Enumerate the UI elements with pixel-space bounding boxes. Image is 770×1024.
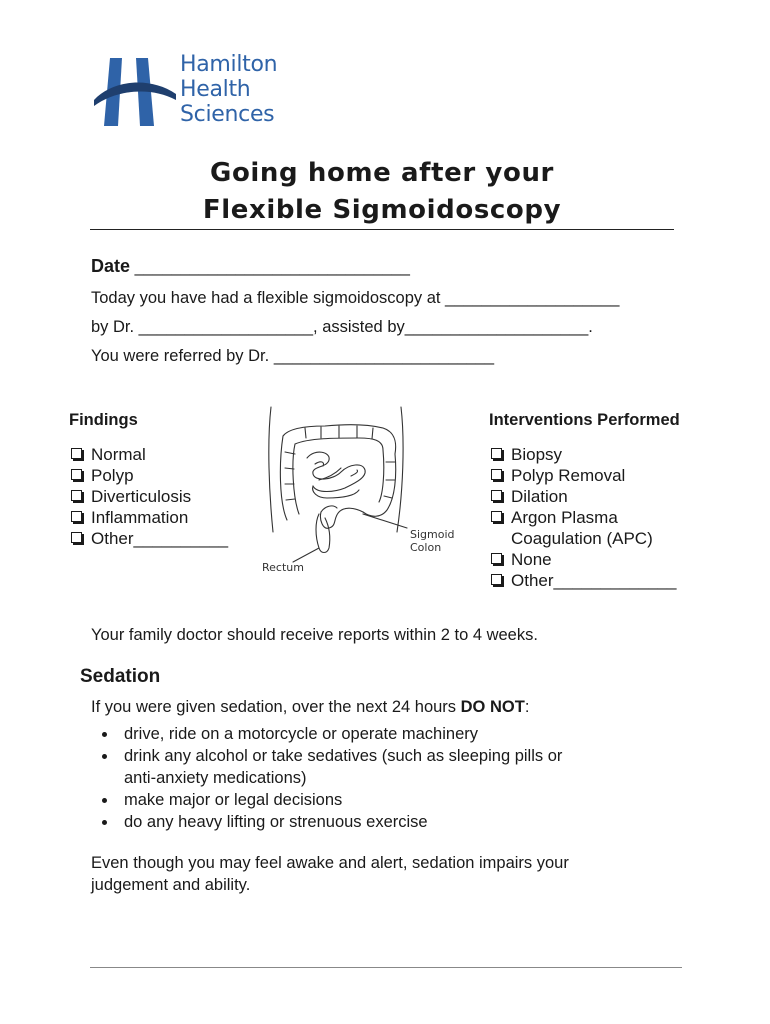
- referred-by-line[interactable]: You were referred by Dr. ________________________: [91, 347, 495, 365]
- sedation-intro-end: :: [524, 698, 530, 716]
- finding-label: Inflammation: [91, 508, 189, 527]
- findings-heading: Findings: [69, 411, 138, 429]
- page-title-line-1: Going home after your: [210, 158, 554, 188]
- finding-label: Diverticulosis: [91, 487, 192, 506]
- intervention-none-checkbox[interactable]: [489, 549, 676, 570]
- date-line[interactable]: [91, 256, 410, 277]
- sedation-restrictions-list: [90, 723, 562, 833]
- list-item-text-cont: anti-anxiety medications): [124, 769, 307, 787]
- checkbox-icon[interactable]: [491, 574, 502, 585]
- finding-other-checkbox[interactable]: [69, 528, 228, 549]
- intervention-apc-checkbox[interactable]: [489, 507, 676, 549]
- checkbox-icon[interactable]: [491, 511, 502, 522]
- findings-checklist: [69, 444, 228, 549]
- hamilton-health-sciences-logo: [92, 50, 292, 130]
- list-item-text: drink any alcohol or take sedatives (such as sleeping pills or: [124, 747, 563, 765]
- intervention-other-checkbox[interactable]: [489, 570, 676, 591]
- list-item: do any heavy lifting or strenuous exercise: [90, 811, 562, 833]
- logo-word-health: Health: [180, 77, 251, 102]
- sigmoid-label-line2: Colon: [410, 541, 442, 554]
- sedation-closing-line1: Even though you may feel awake and alert, sedation impairs your: [91, 854, 569, 872]
- checkbox-icon[interactable]: [491, 553, 502, 564]
- intervention-label: Polyp Removal: [511, 466, 626, 485]
- intervention-biopsy-checkbox[interactable]: [489, 444, 676, 465]
- checkbox-icon[interactable]: [71, 532, 82, 543]
- finding-label: Normal: [91, 445, 146, 464]
- checkbox-icon[interactable]: [71, 469, 82, 480]
- logo-word-hamilton: Hamilton: [180, 52, 278, 77]
- list-item: drive, ride on a motorcycle or operate machinery: [90, 723, 562, 745]
- intervention-polyp-removal-checkbox[interactable]: [489, 465, 676, 486]
- reports-note: Your family doctor should receive reports within 2 to 4 weeks.: [91, 626, 538, 644]
- sedation-do-not: DO NOT: [460, 698, 525, 716]
- sedation-heading: Sedation: [80, 666, 161, 687]
- intervention-label: Biopsy: [511, 445, 563, 464]
- title-underline: [90, 229, 674, 230]
- procedure-location-line[interactable]: Today you have had a flexible sigmoidoscopy at ___________________: [91, 289, 620, 307]
- rectum-label: Rectum: [262, 561, 304, 574]
- sedation-intro-text: If you were given sedation, over the next 24 hours: [91, 698, 461, 716]
- list-item: make major or legal decisions: [90, 789, 562, 811]
- intervention-label: Other_____________: [511, 571, 677, 590]
- intervention-label: Argon Plasma: [511, 508, 618, 527]
- colon-diagram: [255, 402, 475, 587]
- sedation-closing-line2: judgement and ability.: [91, 876, 251, 894]
- interventions-checklist: [489, 444, 676, 591]
- logo-wordmark: [180, 52, 277, 127]
- checkbox-icon[interactable]: [71, 448, 82, 459]
- finding-diverticulosis-checkbox[interactable]: [69, 486, 228, 507]
- page-title-line-2: Flexible Sigmoidoscopy: [202, 195, 562, 225]
- sedation-closing: [91, 852, 569, 896]
- interventions-heading: Interventions Performed: [489, 411, 680, 429]
- sedation-intro: [91, 698, 529, 717]
- checkbox-icon[interactable]: [71, 490, 82, 501]
- finding-polyp-checkbox[interactable]: [69, 465, 228, 486]
- date-blank[interactable]: ______________________________: [130, 258, 410, 276]
- finding-label: Other__________: [91, 529, 229, 548]
- footer-divider: [90, 967, 682, 968]
- intervention-label-cont: Coagulation (APC): [511, 529, 653, 548]
- doctor-assisted-line[interactable]: by Dr. ___________________, assisted by____________________.: [91, 318, 593, 336]
- intervention-dilation-checkbox[interactable]: [489, 486, 676, 507]
- finding-inflammation-checkbox[interactable]: [69, 507, 228, 528]
- sigmoid-label-line1: Sigmoid: [410, 528, 455, 541]
- logo-word-sciences: Sciences: [180, 102, 275, 127]
- intervention-label: Dilation: [511, 487, 568, 506]
- sigmoid-colon-label: [410, 528, 455, 554]
- intervention-label: None: [511, 550, 552, 569]
- checkbox-icon[interactable]: [491, 490, 502, 501]
- date-label: Date: [91, 256, 131, 276]
- logo-mark-icon: [92, 54, 178, 134]
- checkbox-icon[interactable]: [71, 511, 82, 522]
- list-item: [90, 745, 562, 789]
- checkbox-icon[interactable]: [491, 448, 502, 459]
- finding-normal-checkbox[interactable]: [69, 444, 228, 465]
- checkbox-icon[interactable]: [491, 469, 502, 480]
- finding-label: Polyp: [91, 466, 134, 485]
